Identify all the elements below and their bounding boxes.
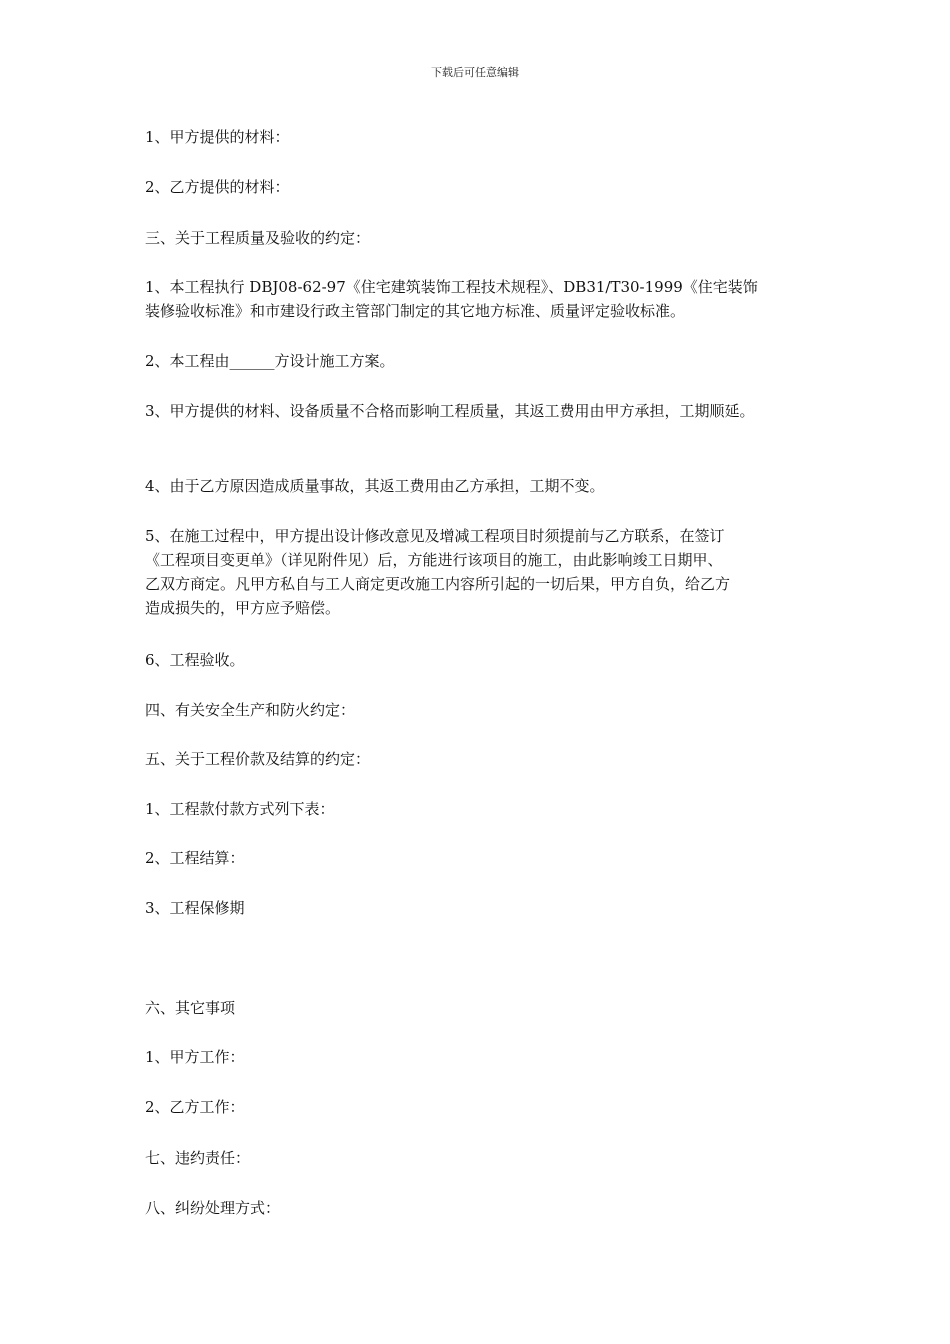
section-heading-other: 六、其它事项 <box>145 999 236 1017</box>
section-heading-liability: 七、违约责任： <box>145 1149 251 1167</box>
section-heading-quality: 三、关于工程质量及验收的约定： <box>145 229 371 247</box>
section-heading-safety: 四、有关安全生产和防火约定： <box>145 701 356 719</box>
paragraph-line: 装修验收标准》和市建设行政主管部门制定的其它地方标准、质量评定验收标准。 <box>145 302 686 320</box>
paragraph-line: 《工程项目变更单》（详见附件见）后，方能进行该项目的施工，由此影响竣工日期甲、 <box>145 551 723 569</box>
paragraph-design-plan: 2、本工程由______方设计施工方案。 <box>145 352 395 370</box>
paragraph-design-changes <box>145 524 825 620</box>
paragraph-payment-method: 1、工程款付款方式列下表： <box>145 800 335 818</box>
paragraph-line: 1、本工程执行 DBJ08-62-97《住宅建筑装饰工程技术规程》、DB31/T30-1999《住宅装饰 <box>145 278 758 296</box>
paragraph-standards <box>145 275 825 323</box>
paragraph-party-a-materials: 1、甲方提供的材料： <box>145 128 290 146</box>
paragraph-party-a-work: 1、甲方工作： <box>145 1048 245 1066</box>
paragraph-line: 造成损失的，甲方应予赔偿。 <box>145 599 341 617</box>
paragraph-party-a-quality: 3、甲方提供的材料、设备质量不合格而影响工程质量，其返工费用由甲方承担，工期顺延。 <box>145 402 755 420</box>
paragraph-party-b-accident: 4、由于乙方原因造成质量事故，其返工费用由乙方承担，工期不变。 <box>145 477 605 495</box>
paragraph-line: 乙双方商定。凡甲方私自与工人商定更改施工内容所引起的一切后果，甲方自负，给乙方 <box>145 575 731 593</box>
paragraph-party-b-materials: 2、乙方提供的材料： <box>145 178 290 196</box>
paragraph-settlement: 2、工程结算： <box>145 849 245 867</box>
section-heading-disputes: 八、纠纷处理方式： <box>145 1199 281 1217</box>
paragraph-line: 5、在施工过程中，甲方提出设计修改意见及增减工程项目时须提前与乙方联系，在签订 <box>145 527 725 545</box>
section-heading-payment: 五、关于工程价款及结算的约定： <box>145 750 371 768</box>
paragraph-party-b-work: 2、乙方工作： <box>145 1098 245 1116</box>
paragraph-acceptance: 6、工程验收。 <box>145 651 245 669</box>
paragraph-warranty: 3、工程保修期 <box>145 899 245 917</box>
page-header: 下载后可任意编辑 <box>431 66 519 79</box>
